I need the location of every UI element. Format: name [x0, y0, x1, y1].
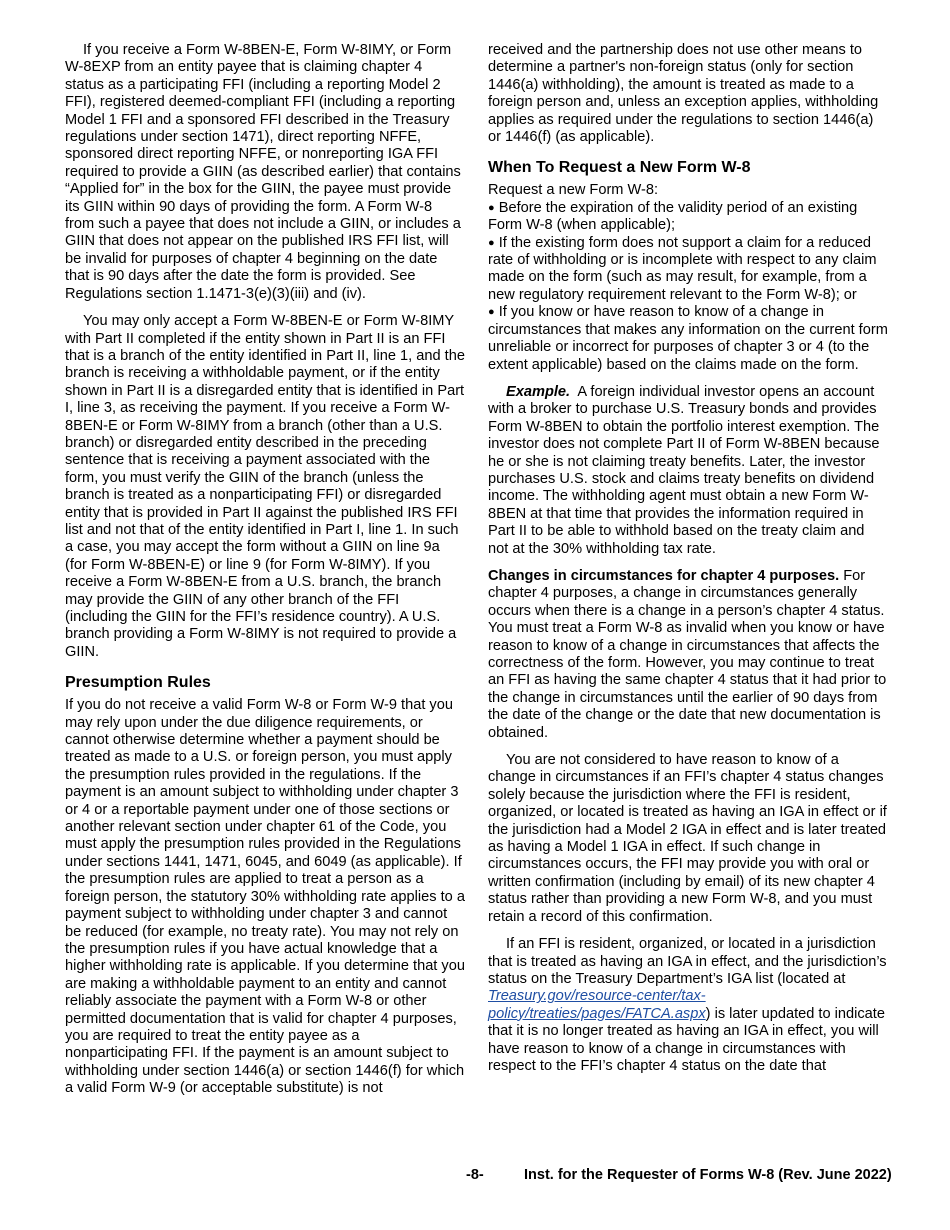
request-intro: Request a new Form W-8: [488, 182, 659, 199]
paragraph-changes-in-circumstances [488, 568, 888, 742]
example-label: Example. [506, 383, 571, 400]
heading-presumption-rules: Presumption Rules [65, 674, 211, 692]
bullet-icon: ● [488, 236, 495, 249]
example-text: A foreign individual investor opens an account with a broker to purchase U.S. Treasury bonds and provides Form W-8BEN to obtain the portfolio interest exemption. The investor does not complete Part II of Form W-8BEN because he or she is not claiming treaty benefits. Later, the investor purchases U.S. stock and claims treaty benefits on dividend income. The withholding agent must obtain a new Form W-8BEN at that time that provides the information required in Part II to be able to withhold based on the treaty claim and not at the 30% withholding tax rate. [488, 383, 880, 557]
left-column [65, 42, 465, 1108]
paragraph-giin-applied-for: If you receive a Form W-8BEN-E, Form W-8IMY, or Form W-8EXP from an entity payee that is claiming chapter 4 status as a participating FFI (including a reporting Model 2 FFI), registered deemed-compliant FFI (including a reporting Model 1 FFI and a sponsored FFI described in the Treasury regulations under section 1471), direct reporting NFFE, sponsored direct reporting NFFE, or nonreporting IGA FFI required to provide a GIIN (as described earlier) that contains “Applied for” in the box for the GIIN, the payee must provide its GIIN within 90 days of providing the form. A Form W-8 from such a payee that does not include a GIIN, or includes a GIIN that does not appear on the published IRS FFI list, will be invalid for purposes of chapter 4 beginning on the date that is 90 days after the date the form is provided. See Regulations section 1.1471-3(e)(3)(iii) and (iv). [65, 42, 461, 302]
list-item [488, 235, 888, 305]
paragraph-partnership-continuation: received and the partnership does not use other means to determine a partner's non-foreign status (only for section 1446(a) withholding), the amount is treated as made to a foreign person and, unless an exception applies, withholding applies as required under the regulations to section 1446(a) or 1446(f) (as applicable). [488, 42, 879, 146]
iga-text-end: ) is later updated to indicate that it is no longer treated as having an IGA in effect, you will have reason to know of a change in circumstances with respect to the FFI’s chapter 4 status on the date that [488, 1005, 885, 1074]
bullet-icon: ● [488, 306, 495, 319]
changes-text: For chapter 4 purposes, a change in circumstances generally occurs when there is a change in a person’s chapter 4 status. You must treat a Form W-8 as invalid when you know or have reason to know of a change in circumstances that affects the correctness of the form. However, you may continue to treat an FFI as having the same chapter 4 status that it had prior to the change in circumstances until the earlier of 90 days from the date of the change or the date that new documentation is obtained. [488, 567, 887, 741]
heading-when-to-request: When To Request a New Form W-8 [488, 159, 751, 177]
list-item-text: If the existing form does not support a claim for a reduced rate of withholding or is incomplete with respect to any claim made on the form (such as may result, for example, from a new regulatory requirement relevant to the Form W-8); or [488, 234, 877, 303]
paragraph-presumption-rules: If you do not receive a valid Form W-8 or Form W-9 that you may rely upon under the due diligence requirements, or cannot otherwise determine whether a payment should be treated as made to a U.S. or foreign person, you must apply the presumption rules provided in the regulations. If the payment is an amount subject to withholding under chapter 3 or 4 or a reportable payment under one of those sections or another relevant section under chapter 61 of the Code, you must apply the presumption rules provided in the Regulations under sections 1441, 1471, 6045, and 6049 (as applicable). If the presumption rules are applied to treat a person as a foreign person, the statutory 30% withholding rate applies to a payment subject to withholding under chapter 3 and cannot be reduced (for example, no treaty rate). You may not rely on the presumption rules if you have actual knowledge that a higher withholding rate is applicable. If you determine that you are making a withholdable payment to an entity and cannot reliably associate the payment with a Form W-8 or other permitted documentation that is valid for chapter 4 purposes, you are required to treat the entity payee as a nonparticipating FFI. If the payment is an amount subject to withholding under section 1446(a) or section 1446(f) for which a valid Form W-9 (or acceptable substitute) is not [65, 697, 465, 1097]
bullet-icon: ● [488, 201, 495, 214]
right-column [488, 42, 888, 1085]
iga-text-start: If an FFI is resident, organized, or located in a jurisdiction that is treated as having an IGA in effect, and the jurisdiction’s status on the Treasury Department’s IGA list (located at [488, 936, 887, 987]
paragraph-reason-to-know: You are not considered to have reason to know of a change in circumstances if an FFI’s chapter 4 status changes solely because the jurisdiction where the FFI is resident, organized, or located is treated as having an IGA in effect or if the jurisdiction had a Model 2 IGA in effect and is later treated as having a Model 1 IGA in effect. If such change in circumstances occurs, the FFI may provide you with oral or written confirmation (including by email) of its new chapter 4 status rather than providing a new Form W-8, and you must retain a record of this confirmation. [488, 752, 887, 925]
paragraph-branch-giin: You may only accept a Form W-8BEN-E or Form W-8IMY with Part II completed if the entity shown in Part II is an FFI that is a branch of the entity identified in Part II, line 1, and the branch is receiving a withholdable payment, or if the entity shown in Part II is a disregarded entity that is identified in Part I, line 3, as receiving the payment. If you receive a Form W-8BEN-E or Form W-8IMY from a branch (other than a U.S. branch) or disregarded entity described in the preceding sentence that is receiving a payment associated with the form, you must verify the GIIN of the branch (unless the branch is treated as a nonparticipating FFI) or disregarded entity that is provided in Part II against the published IRS FFI list and not that of the entity identified in Part I, line 1. In such a case, you may accept the form without a GIIN on line 9a (for Form W-8BEN-E) or line 9 (for Form W-8IMY). If you receive a Form W-8BEN-E from a U.S. branch, the branch may provide the GIIN of any other branch of the FFI (including the GIIN for the FFI’s residence country). A U.S. branch providing a Form W-8IMY is not required to provide a GIIN. [65, 313, 465, 660]
page-footer [466, 1167, 892, 1183]
paragraph-iga-list [488, 936, 888, 1075]
fatca-link[interactable]: Treasury.gov/resource-center/tax-policy/treaties/pages/FATCA.aspx [488, 988, 706, 1022]
list-item [488, 304, 888, 374]
list-item-text: Before the expiration of the validity period of an existing Form W-8 (when applicable); [488, 199, 858, 234]
page-number: -8- [466, 1167, 484, 1183]
paragraph-example [488, 384, 888, 558]
changes-label: Changes in circumstances for chapter 4 purposes. [488, 567, 840, 584]
list-item [488, 200, 888, 235]
footer-title: Inst. for the Requester of Forms W-8 (Rev. June 2022) [524, 1167, 892, 1183]
list-item-text: If you know or have reason to know of a change in circumstances that makes any information on the current form unreliable or incorrect for purposes of chapter 3 or 4 (to the extent applicable) based on the claims made on the form. [488, 304, 888, 373]
